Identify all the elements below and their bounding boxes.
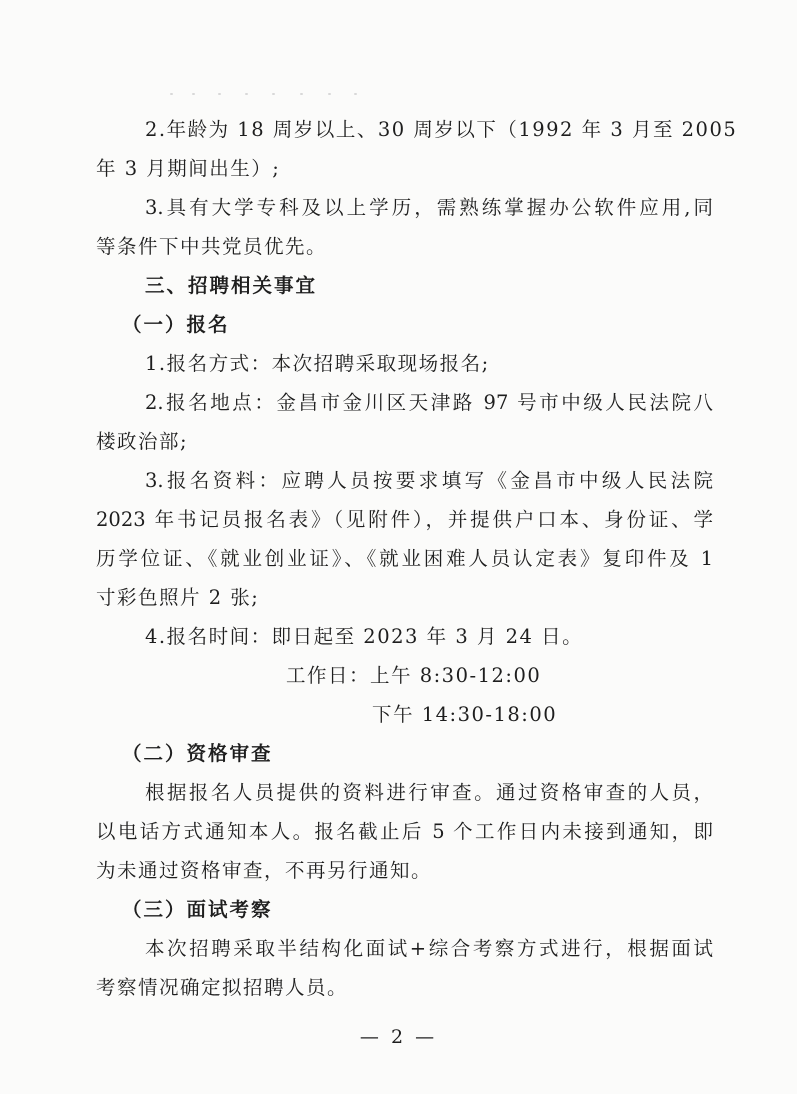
workday-morning: 工作日：上午 8:30-12:00 bbox=[286, 664, 542, 687]
requirement-education: 3.具有大学专科及以上学历，需熟练掌握办公软件应用,同 bbox=[145, 196, 713, 219]
registration-materials-cont-2: 历学位证、《就业创业证》、《就业困难人员认定表》复印件及 1 bbox=[96, 547, 713, 570]
registration-method: 1.报名方式：本次招聘采取现场报名; bbox=[145, 352, 490, 375]
requirement-age: 2.年龄为 18 周岁以上、30 周岁以下（1992 年 3 月至 2005 bbox=[145, 118, 738, 141]
registration-time: 4.报名时间：即日起至 2023 年 3 月 24 日。 bbox=[145, 625, 584, 648]
registration-materials-cont-3: 寸彩色照片 2 张; bbox=[96, 586, 260, 609]
qualification-review-text-cont-2: 为未通过资格审查，不再另行通知。 bbox=[96, 859, 433, 882]
interview-text-cont: 考察情况确定拟招聘人员。 bbox=[96, 976, 349, 999]
requirement-age-cont: 年 3 月期间出生）; bbox=[96, 157, 281, 180]
subheading-registration: （一）报名 bbox=[122, 313, 230, 336]
requirement-education-cont: 等条件下中共党员优先。 bbox=[96, 235, 328, 258]
qualification-review-text-cont-1: 以电话方式通知本人。报名截止后 5 个工作日内未接到通知，即 bbox=[96, 820, 713, 843]
section-heading-3: 三、招聘相关事宜 bbox=[145, 274, 318, 297]
workday-afternoon: 下午 14:30-18:00 bbox=[372, 703, 558, 726]
registration-materials-cont-1: 2023 年书记员报名表》（见附件），并提供户口本、身份证、学 bbox=[96, 508, 713, 531]
registration-materials: 3.报名资料：应聘人员按要求填写《金昌市中级人民法院 bbox=[145, 469, 713, 492]
subheading-interview: （三）面试考察 bbox=[122, 898, 273, 921]
interview-text: 本次招聘采取半结构化面试+综合考察方式进行，根据面试 bbox=[145, 937, 713, 960]
qualification-review-text: 根据报名人员提供的资料进行审查。通过资格审查的人员， bbox=[145, 781, 713, 804]
registration-location-cont: 楼政治部; bbox=[96, 430, 189, 453]
scan-artifact bbox=[170, 91, 370, 97]
page-number: — 2 — bbox=[359, 1026, 438, 1048]
subheading-qualification-review: （二）资格审查 bbox=[122, 742, 273, 765]
registration-location: 2.报名地点：金昌市金川区天津路 97 号市中级人民法院八 bbox=[145, 391, 713, 414]
